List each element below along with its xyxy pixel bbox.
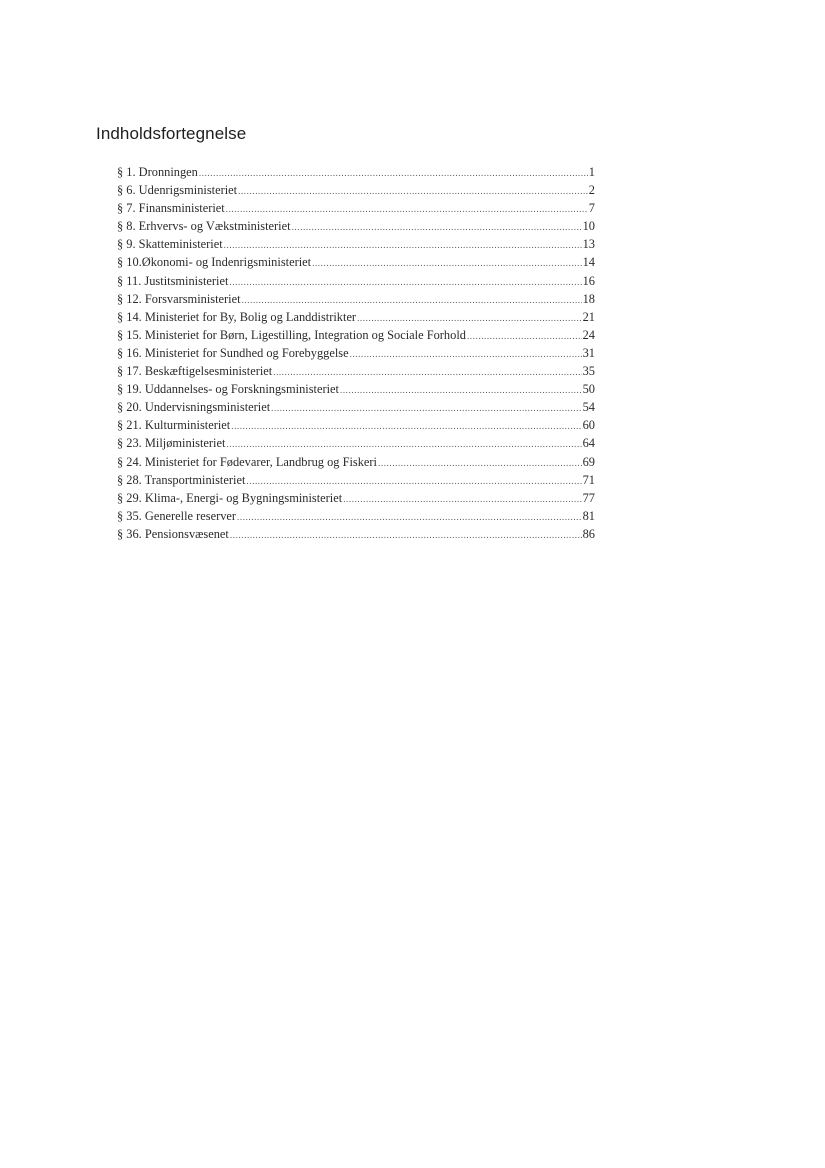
toc-entry-label: § 23. Miljøministeriet <box>117 436 226 451</box>
toc-entry[interactable] <box>117 235 595 253</box>
toc-entry[interactable] <box>117 326 595 344</box>
toc-entry-page-number: 10 <box>582 219 595 234</box>
dot-leader <box>226 435 581 453</box>
toc-entry-page-number: 21 <box>582 309 595 324</box>
dot-leader <box>224 236 582 254</box>
toc-entry-label: § 21. Kulturministeriet <box>117 418 231 433</box>
toc-entry-label: § 7. Finansministeriet <box>117 201 225 216</box>
dot-leader <box>271 399 581 417</box>
toc-entry-page-number: 77 <box>582 490 595 505</box>
dot-leader <box>226 200 588 218</box>
toc-entry[interactable] <box>117 199 595 217</box>
toc-entry[interactable] <box>117 362 595 380</box>
toc-entry-page-number: 24 <box>582 327 595 342</box>
toc-entry-page-number: 14 <box>582 255 595 270</box>
dot-leader <box>238 182 588 200</box>
toc-entry-page-number: 35 <box>582 364 595 379</box>
toc-entry-page-number: 86 <box>582 526 595 541</box>
toc-entry-page-number: 7 <box>588 201 595 216</box>
dot-leader <box>199 164 588 182</box>
toc-entry[interactable] <box>117 308 595 326</box>
toc-entry-label: § 1. Dronningen <box>117 165 198 179</box>
toc-entry-page-number: 71 <box>582 472 595 487</box>
toc-entry-label: § 11. Justitsministeriet <box>117 273 229 288</box>
toc-entry[interactable] <box>117 344 595 362</box>
toc-entry[interactable] <box>117 253 595 271</box>
toc-entry[interactable] <box>117 416 595 434</box>
toc-entry[interactable] <box>117 489 595 507</box>
dot-leader <box>246 472 581 490</box>
toc-entry[interactable] <box>117 398 595 416</box>
dot-leader <box>242 291 582 309</box>
toc-list <box>117 163 595 543</box>
toc-entry[interactable] <box>117 272 595 290</box>
toc-entry-label: § 9. Skatteministeriet <box>117 237 223 252</box>
toc-entry-page-number: 81 <box>582 508 595 523</box>
dot-leader <box>231 417 581 435</box>
toc-entry-label: § 15. Ministeriet for Børn, Ligestilling, Integration og Sociale Forhold <box>117 327 466 342</box>
toc-entry-label: § 36. Pensionsvæsenet <box>117 526 229 541</box>
toc-entry-page-number: 60 <box>582 418 595 433</box>
toc-entry-page-number: 69 <box>582 454 595 469</box>
dot-leader <box>350 345 582 363</box>
toc-entry[interactable] <box>117 525 595 543</box>
dot-leader <box>229 273 581 291</box>
dot-leader <box>378 454 582 472</box>
dot-leader <box>357 309 582 327</box>
toc-entry-label: § 28. Transportministeriet <box>117 472 246 487</box>
toc-entry[interactable] <box>117 507 595 525</box>
toc-entry[interactable] <box>117 217 595 235</box>
toc-entry-label: § 12. Forsvarsministeriet <box>117 291 241 306</box>
toc-entry-label: § 19. Uddannelses- og Forskningsministeriet <box>117 382 339 397</box>
toc-entry-page-number: 54 <box>582 400 595 415</box>
dot-leader <box>312 254 582 272</box>
dot-leader <box>273 363 581 381</box>
toc-entry-label: § 6. Udenrigsministeriet <box>117 183 238 198</box>
toc-entry-page-number: 64 <box>582 436 595 451</box>
toc-entry-page-number: 31 <box>582 345 595 360</box>
toc-entry-label: § 20. Undervisningsministeriet <box>117 400 271 415</box>
toc-entry-page-number: 2 <box>588 183 595 198</box>
toc-entry[interactable] <box>117 471 595 489</box>
toc-entry-page-number: 16 <box>582 273 595 288</box>
toc-entry-label: § 10.Økonomi- og Indenrigsministeriet <box>117 255 312 270</box>
toc-entry-label: § 16. Ministeriet for Sundhed og Forebyggelse <box>117 345 349 360</box>
toc-entry[interactable] <box>117 380 595 398</box>
toc-entry[interactable] <box>117 181 595 199</box>
dot-leader <box>237 508 582 526</box>
toc-entry-label: § 24. Ministeriet for Fødevarer, Landbrug og Fiskeri <box>117 454 377 469</box>
toc-entry-label: § 35. Generelle reserver <box>117 508 237 523</box>
dot-leader <box>230 526 582 544</box>
toc-entry-page-number: 1 <box>588 165 595 179</box>
toc-entry-label: § 17. Beskæftigelsesministeriet <box>117 364 273 379</box>
toc-entry-page-number: 13 <box>582 237 595 252</box>
toc-entry[interactable] <box>117 434 595 452</box>
dot-leader <box>292 218 582 236</box>
toc-entry-label: § 14. Ministeriet for By, Bolig og Landdistrikter <box>117 309 357 324</box>
dot-leader <box>343 490 581 508</box>
toc-entry-page-number: 18 <box>582 291 595 306</box>
toc-entry[interactable] <box>117 453 595 471</box>
toc-title: Indholdsfortegnelse <box>96 124 247 143</box>
toc-entry[interactable] <box>117 163 595 181</box>
toc-entry-label: § 29. Klima-, Energi- og Bygningsministeriet <box>117 490 343 505</box>
dot-leader <box>340 381 582 399</box>
dot-leader <box>467 327 582 345</box>
toc-entry-label: § 8. Erhvervs- og Vækstministeriet <box>117 219 291 234</box>
toc-entry-page-number: 50 <box>582 382 595 397</box>
toc-entry[interactable] <box>117 290 595 308</box>
